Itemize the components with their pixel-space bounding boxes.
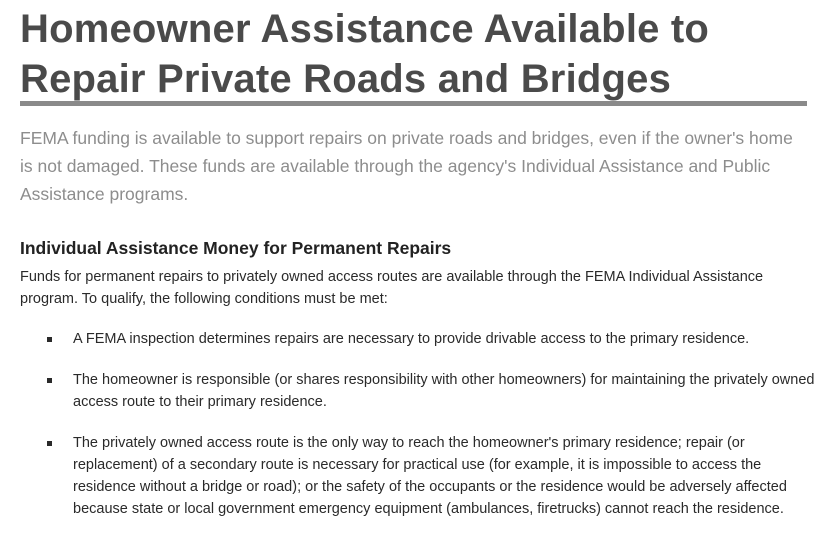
list-item [20,328,820,350]
section-heading: Individual Assistance Money for Permanent Repairs [20,238,452,258]
bullet-square-icon [47,378,52,383]
list-item-text: The homeowner is responsible (or shares responsibility with other homeowners) for maintaining the privately owned access route to their primary residence. [73,372,815,410]
title-divider [20,101,807,106]
lead-paragraph: Funds for permanent repairs to privately owned access routes are available through the FEMA Individual Assistance program. To qualify, the following conditions must be met: [20,269,764,307]
bullet-square-icon [47,441,52,446]
list-item [20,432,820,520]
bullet-square-icon [47,337,52,342]
page-title [20,4,820,104]
list-item [20,369,820,413]
title-line-2: Repair Private Roads and Bridges [20,57,672,101]
conditions-list [20,328,820,539]
intro-paragraph: FEMA funding is available to support repairs on private roads and bridges, even if the owner's home is not damaged. These funds are available through the agency's Individual Assistance and Public Assistance programs. [20,128,793,204]
title-line-1: Homeowner Assistance Available to [20,7,710,51]
list-item-text: The privately owned access route is the only way to reach the homeowner's primary residence; repair (or replacement) of a secondary route is necessary for practical use (for example, it is impossible to access the residence without a bridge or road); or the safety of the occupants or the residence would be adversely affected because state or local government emergency equipment (ambulances, firetrucks) cannot reach the residence. [73,435,787,517]
list-item-text: A FEMA inspection determines repairs are necessary to provide drivable access to the primary residence. [73,331,750,347]
